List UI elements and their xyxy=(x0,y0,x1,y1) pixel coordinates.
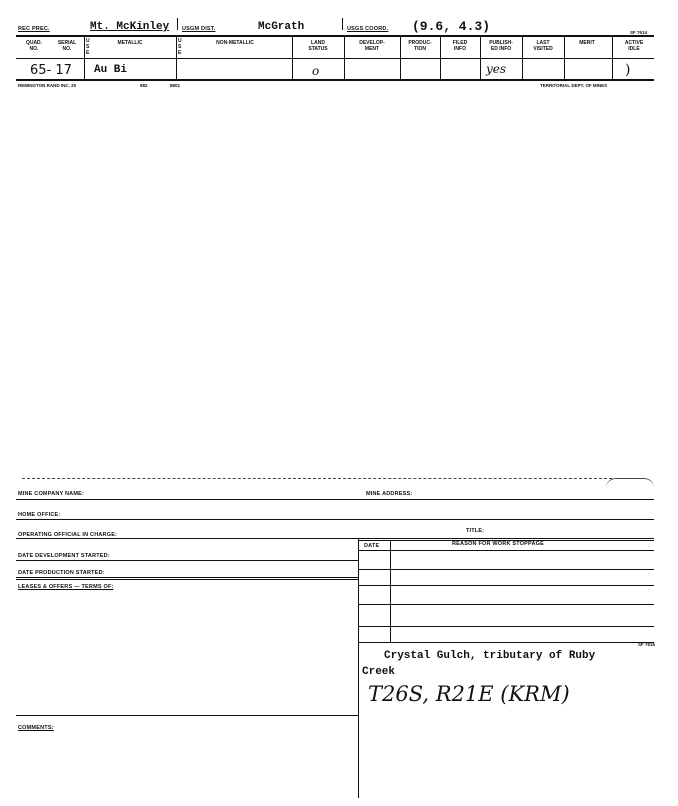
date-production-started-label: DATE PRODUCTION STARTED: xyxy=(18,570,105,576)
footer-mid1: 882 xyxy=(140,83,148,88)
title-label: TITLE: xyxy=(466,528,485,534)
col-land-status: LAND STATUS xyxy=(308,40,328,52)
usgm-dist-label: USGM DIST. xyxy=(182,26,216,32)
quad-serial-value: 65- 17 xyxy=(30,63,72,78)
col-production: PRODUC- TION xyxy=(408,40,432,52)
col-quad-no: QUAD. NO. xyxy=(25,40,43,52)
land-status-value: o xyxy=(312,64,320,78)
date-label: DATE xyxy=(364,543,380,549)
col-published-info: PUBLISH- ED INFO xyxy=(489,40,513,52)
mine-address-label: MINE ADDRESS: xyxy=(366,491,413,497)
date-development-started-label: DATE DEVELOPMENT STARTED: xyxy=(18,553,110,559)
leases-offers-label: LEASES & OFFERS — TERMS OF: xyxy=(18,584,114,590)
rec-prec-label: REC PREC. xyxy=(18,26,50,32)
handwritten-location: T26S, R21E (KRM) xyxy=(368,682,570,706)
comments-label: COMMENTS: xyxy=(18,725,54,731)
mine-company-name-label: MINE COMPANY NAME: xyxy=(18,491,85,497)
col-non-metallic: NON-METALLIC xyxy=(216,40,254,46)
usgs-coord-value: (9.6, 4.3) xyxy=(412,19,491,34)
form-number-bottom: SF 7615 xyxy=(638,642,656,647)
active-idle-value: ) xyxy=(625,62,631,78)
col-development: DEVELOP- MENT xyxy=(359,40,385,52)
col-use-nonmetallic: U S E xyxy=(178,38,182,56)
footer-right: TERRITORIAL DEPT. OF MINES xyxy=(540,83,608,88)
form-number-top: SF 7614 xyxy=(630,30,648,35)
operating-official-label: OPERATING OFFICIAL IN CHARGE: xyxy=(18,532,118,538)
card-corner xyxy=(606,478,654,491)
published-info-value: yes xyxy=(486,62,507,76)
reason-label: REASON FOR WORK STOPPAGE xyxy=(452,541,544,547)
usgs-coord-label: USGS COORD. xyxy=(347,26,389,32)
footer-mid2: 8801 xyxy=(170,83,181,88)
metallic-value: Au Bi xyxy=(94,64,128,76)
col-merit: MERIT xyxy=(579,40,595,46)
card-edge xyxy=(22,478,612,479)
col-last-visited: LAST VISITED xyxy=(533,40,553,52)
col-active-idle: ACTIVE IDLE xyxy=(624,40,644,52)
col-use-metallic: U S E xyxy=(86,38,90,56)
location-typed-line1: Crystal Gulch, tributary of Ruby xyxy=(384,650,596,662)
footer-left: REMINGTON RAND INC. 20 xyxy=(18,83,77,88)
location-typed-line2: Creek xyxy=(362,666,396,678)
home-office-label: HOME OFFICE: xyxy=(18,512,61,518)
col-serial-no: SERIAL NO. xyxy=(57,40,77,52)
col-metallic: METALLIC xyxy=(117,40,143,46)
usgm-dist-value: McGrath xyxy=(258,21,305,33)
rec-prec-value: Mt. McKinley xyxy=(90,21,170,33)
col-filed-info: FILED INFO xyxy=(452,40,468,52)
